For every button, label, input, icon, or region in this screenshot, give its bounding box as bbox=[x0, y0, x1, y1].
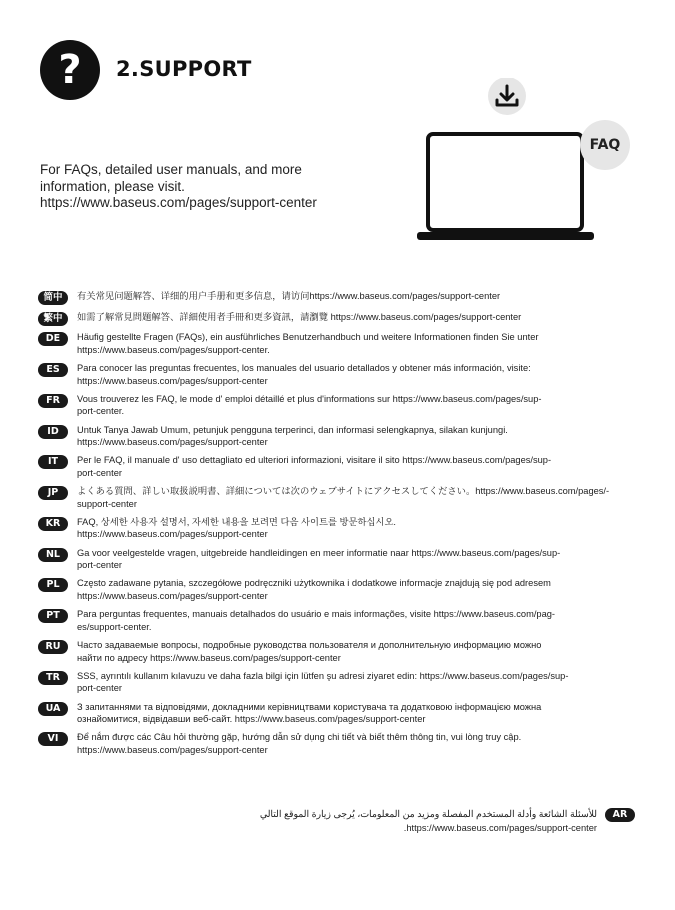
language-text: port-center bbox=[77, 560, 122, 571]
language-text: SSS, ayrıntılı kullanım kılavuzu ve daha fazla bilgi için lütfen şu adresi ziyaret edin: https://www.baseus.com/pages/sup- bbox=[77, 670, 569, 681]
language-item bbox=[38, 701, 638, 726]
language-text: FAQ, 상세한 사용자 설명서, 자세한 내용을 보려면 다음 사이트를 방문하십시오. bbox=[77, 516, 397, 527]
support-link[interactable]: https://www.baseus.com/pages/support-center bbox=[77, 529, 268, 540]
download-icon bbox=[485, 78, 535, 120]
language-text: найти по адресу https://www.baseus.com/pages/support-center bbox=[77, 652, 341, 663]
language-item bbox=[38, 608, 638, 633]
faq-bubble: FAQ bbox=[580, 120, 630, 170]
language-badge: JP bbox=[38, 486, 68, 500]
support-link[interactable]: https://www.baseus.com/pages/support-center bbox=[77, 591, 268, 602]
language-text: Para conocer las preguntas frecuentes, los manuales del usuario detallados y obtener más información, visite: bbox=[77, 362, 531, 373]
language-text: port-center bbox=[77, 467, 122, 478]
language-badge-ar: AR bbox=[605, 808, 635, 822]
language-badge: KR bbox=[38, 517, 68, 531]
language-badge: 繁中 bbox=[38, 312, 68, 326]
intro-line: information, please visit. bbox=[40, 178, 185, 194]
language-text: 如需了解常見問題解答、詳細使用者手冊和更多資訊，請瀏覽 https://www.baseus.com/pages/support-center bbox=[77, 311, 522, 322]
language-item bbox=[38, 393, 638, 418]
language-badge: ID bbox=[38, 425, 68, 439]
language-badge: RU bbox=[38, 640, 68, 654]
language-item bbox=[38, 362, 638, 387]
language-item bbox=[38, 670, 638, 695]
language-badge: 简中 bbox=[38, 291, 68, 305]
language-badge: PL bbox=[38, 578, 68, 592]
language-badge: TR bbox=[38, 671, 68, 685]
language-badge: DE bbox=[38, 332, 68, 346]
language-text: Часто задаваемые вопросы, подробные руководства пользователя и дополнительную информацию можно bbox=[77, 640, 542, 650]
support-link[interactable]: .https://www.baseus.com/pages/support-center bbox=[403, 823, 597, 833]
language-text: port-center bbox=[77, 683, 122, 694]
language-text: Vous trouverez les FAQ, le mode d' emploi détaillé et plus d'informations sur https://www.baseus.com/pages/sup- bbox=[77, 393, 542, 404]
language-badge: FR bbox=[38, 394, 68, 408]
language-text: Để nắm được các Câu hỏi thường gặp, hướng dẫn sử dụng chi tiết và biết thêm thông tin, vui lòng truy cập. bbox=[77, 732, 522, 743]
language-badge: NL bbox=[38, 548, 68, 562]
intro-line: For FAQs, detailed user manuals, and more bbox=[40, 162, 302, 177]
question-mark-icon: ? bbox=[40, 40, 100, 100]
language-text: es/support-center. bbox=[77, 621, 152, 632]
section-title: 2.SUPPORT bbox=[116, 57, 252, 81]
language-item bbox=[38, 290, 638, 305]
language-item bbox=[38, 547, 638, 572]
language-text: Häufig gestellte Fragen (FAQs), ein ausführliches Benutzerhandbuch und weitere Informationen finden Sie unter bbox=[77, 332, 539, 343]
language-item bbox=[38, 485, 638, 510]
language-badge: VI bbox=[38, 732, 68, 746]
language-badge: IT bbox=[38, 455, 68, 469]
language-item bbox=[38, 639, 638, 664]
language-item bbox=[38, 331, 638, 356]
language-text: Para perguntas frequentes, manuais detalhados do usuário e mais informações, visite https://www.baseus.com/pag- bbox=[77, 609, 556, 620]
support-link[interactable]: https://www.baseus.com/pages/support-center bbox=[77, 744, 268, 755]
support-link[interactable]: https://www.baseus.com/pages/support-center bbox=[77, 437, 268, 448]
language-text: Ga voor veelgestelde vragen, uitgebreide handleidingen en meer informatie naar https://www.baseus.com/pages/sup- bbox=[77, 547, 561, 558]
language-item bbox=[38, 311, 638, 326]
language-text: Per le FAQ, il manuale d' uso dettagliato ed ulteriori informazioni, visitare il sito https://www.baseus.com/pages/sup- bbox=[77, 455, 552, 466]
language-text: ознайомитися, відвідавши веб-сайт. https://www.baseus.com/pages/support-center bbox=[77, 714, 426, 725]
language-text: 有关常见问题解答、详细的用户手册和更多信息，请访问https://www.baseus.com/pages/support-center bbox=[77, 291, 501, 301]
language-item bbox=[38, 577, 638, 602]
language-badge: ES bbox=[38, 363, 68, 377]
language-item bbox=[38, 454, 638, 479]
support-link[interactable]: https://www.baseus.com/pages/support-center. bbox=[77, 344, 270, 355]
language-text: Często zadawane pytania, szczegółowe podręczniki użytkownika i dodatkowe informacje znajdują się pod adresem bbox=[77, 578, 551, 589]
intro-text bbox=[40, 162, 370, 212]
language-badge: UA bbox=[38, 702, 68, 716]
language-list bbox=[38, 290, 638, 762]
language-item bbox=[38, 516, 638, 541]
language-badge: PT bbox=[38, 609, 68, 623]
language-item bbox=[38, 424, 638, 449]
arabic-item bbox=[260, 807, 635, 835]
support-link[interactable]: https://www.baseus.com/pages/support-center bbox=[77, 375, 268, 386]
arabic-text: للأسئلة الشائعة وأدلة المستخدم المفصلة ومزيد من المعلومات، يُرجى زيارة الموقع التالي bbox=[259, 809, 597, 820]
language-text: port-center. bbox=[77, 406, 125, 417]
language-text: support-center bbox=[77, 498, 137, 509]
language-text: よくある質問、詳しい取扱説明書、詳細については次のウェブサイトにアクセスしてください。https://www.baseus.com/pages/- bbox=[77, 486, 610, 497]
language-item bbox=[38, 731, 638, 756]
language-text: З запитаннями та відповідями, докладними керівництвами користувача та додатковою інформацією можна bbox=[77, 701, 542, 712]
language-text: Untuk Tanya Jawab Umum, petunjuk pengguna terperinci, dan informasi selengkapnya, silakan kunjungi. bbox=[77, 424, 508, 435]
intro-link[interactable]: https://www.baseus.com/pages/support-center bbox=[40, 195, 317, 210]
